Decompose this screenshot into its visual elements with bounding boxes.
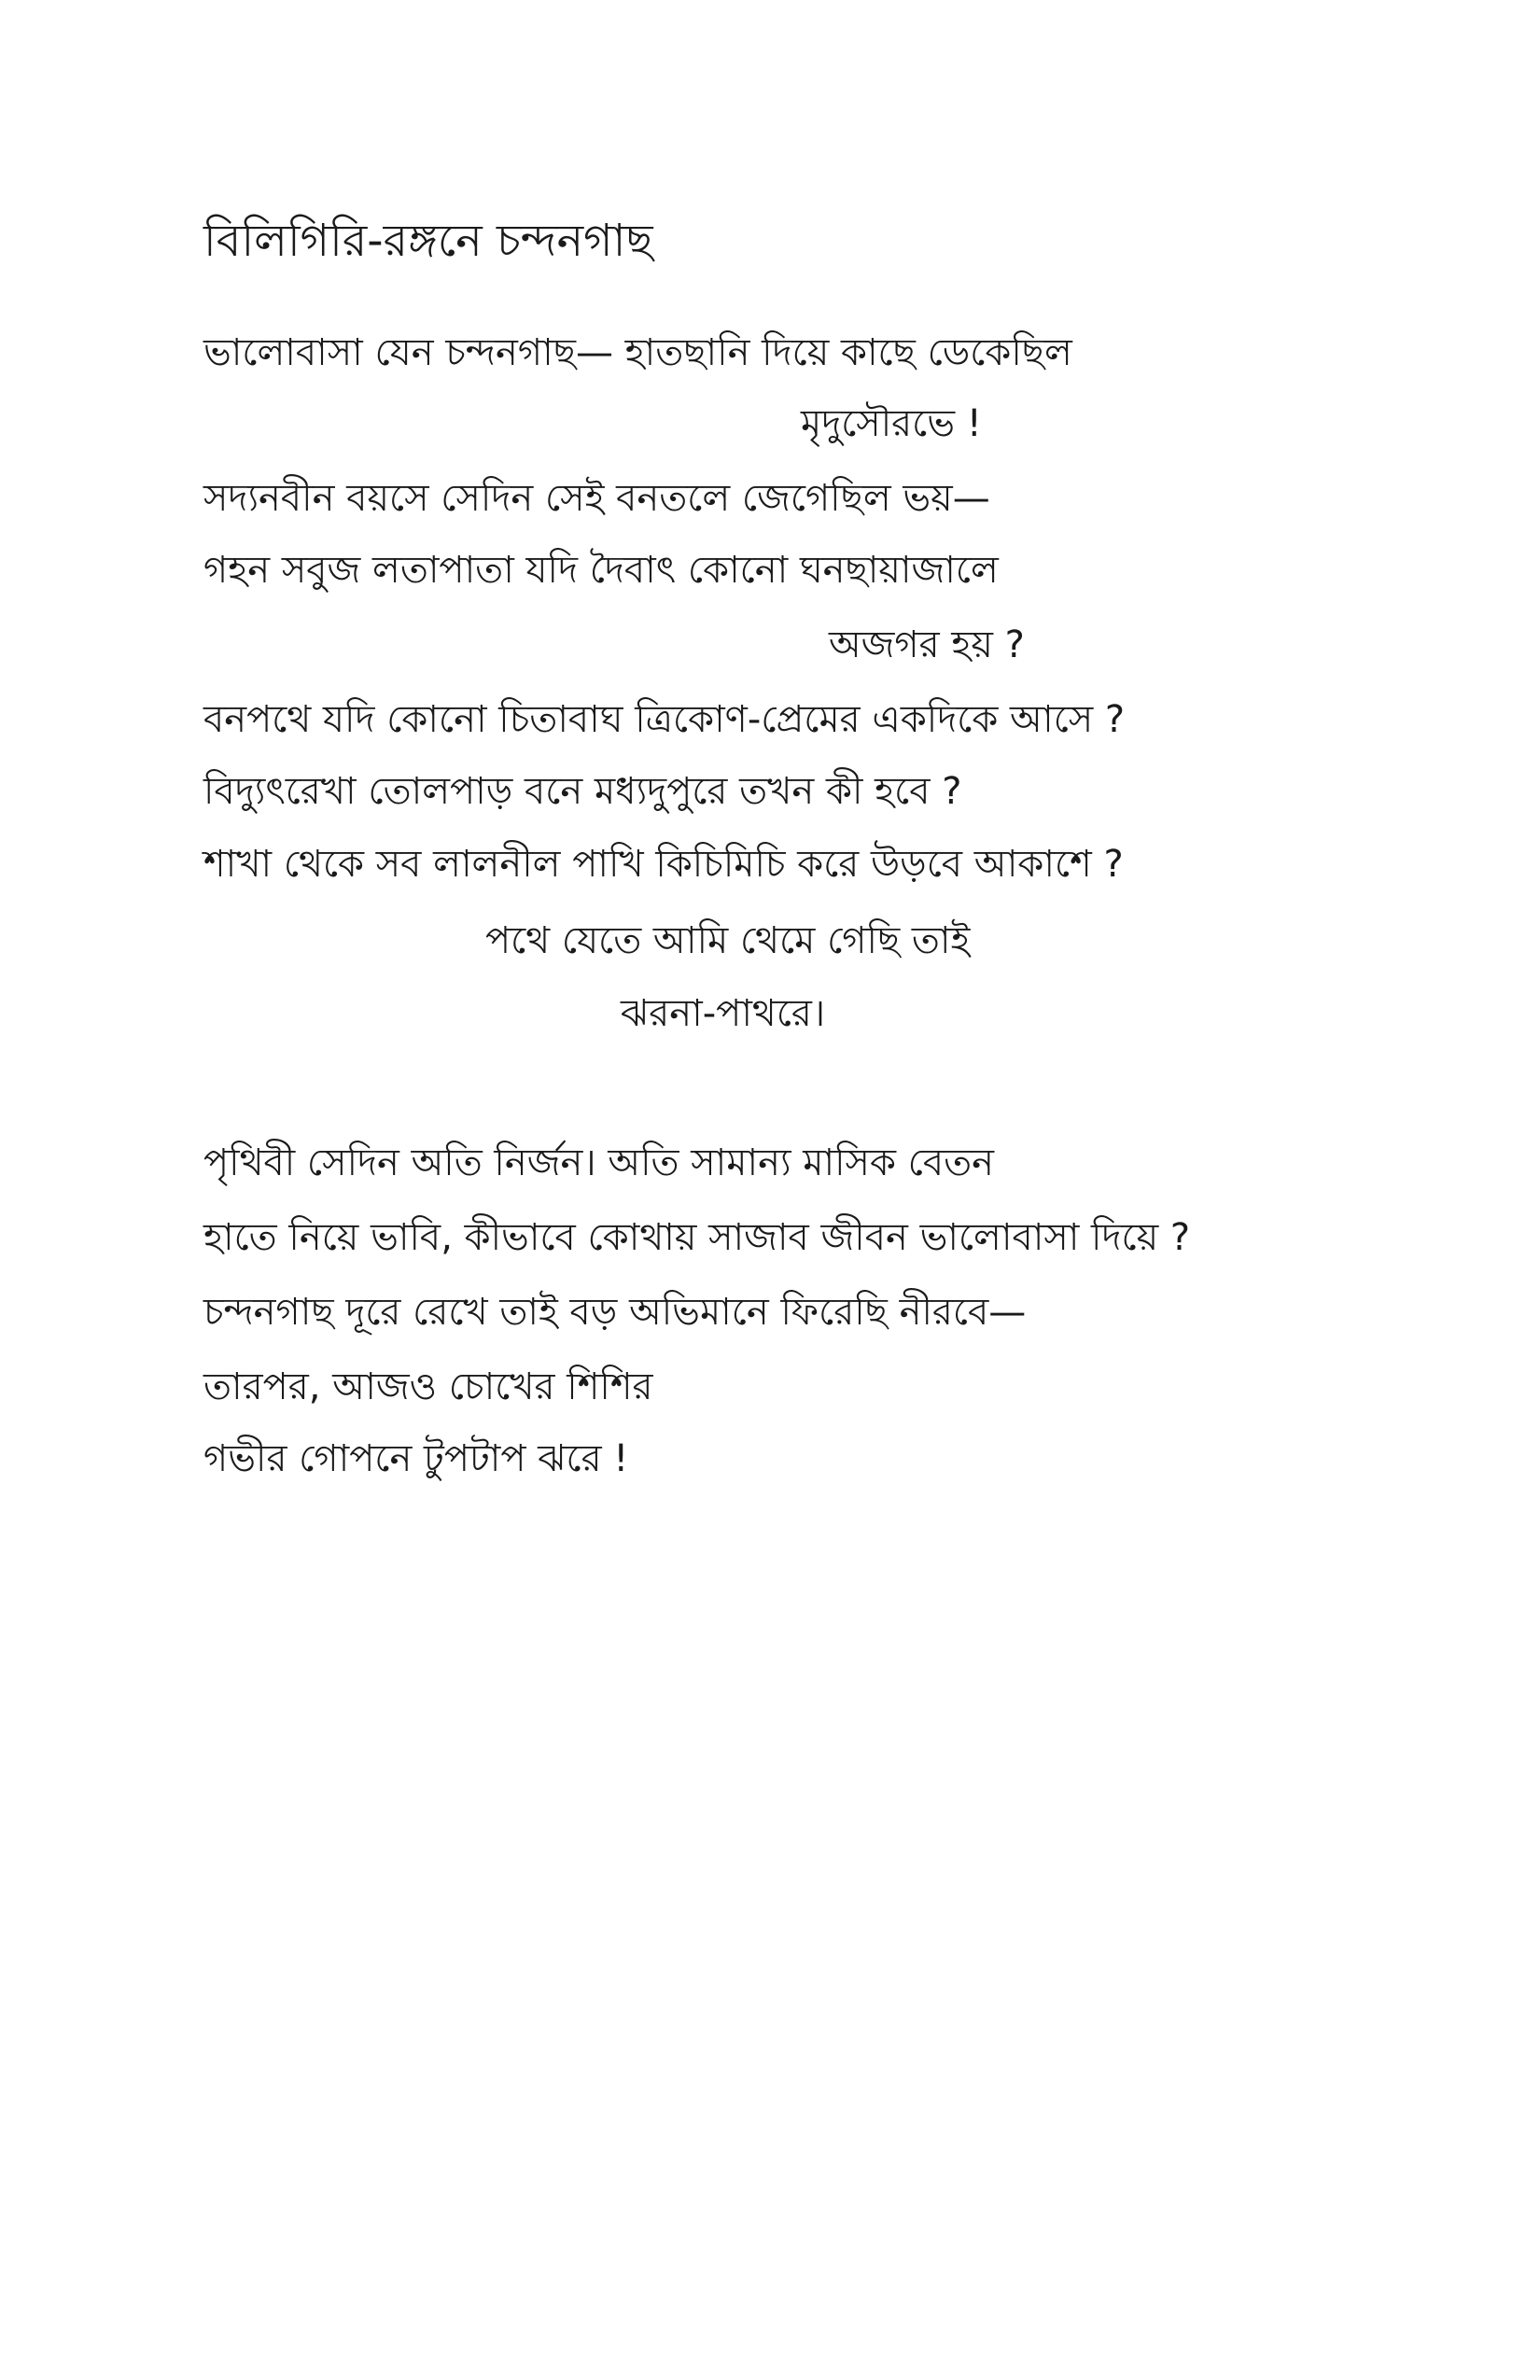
poem-line: ভালোবাসা যেন চন্দনগাছ— হাতছানি দিয়ে কাছে ডেকেছিল xyxy=(203,331,1072,374)
poem-line: তারপর, আজও চোখের শিশির xyxy=(203,1365,653,1408)
poem-line: গহন সবুজ লতাপাতা যদি দৈবাৎ কোনো ঘনছায়াজালে xyxy=(203,549,999,592)
poem-line: মৃদুসৌরভে ! xyxy=(801,402,982,445)
poem-line: বিদ্যুৎরেখা তোলপাড় বনে মধ্যদুপুরে তখন কী হবে ? xyxy=(203,770,962,813)
poem-title: বিলিগিরি-রঙ্গনে চন্দনগাছ xyxy=(203,215,653,267)
poem-line: শাখা থেকে সব লালনীল পাখি কিচিমিচি করে উড়বে আকাশে ? xyxy=(203,843,1124,886)
poem-line: হাতে নিয়ে ভাবি, কীভাবে কোথায় সাজাব জীবন ভালোবাসা দিয়ে ? xyxy=(203,1216,1191,1259)
poem-line: বনপথে যদি কোনো চিতাবাঘ ত্রিকোণ-প্রেমের একদিকে আসে ? xyxy=(203,698,1126,741)
poem-line: সদ্যনবীন বয়সে সেদিন সেই বনতলে জেগেছিল ভয়— xyxy=(203,477,990,520)
poem-line: চন্দনগাছ দূরে রেখে তাই বড় অভিমানে ফিরেছি নীরবে— xyxy=(203,1291,1027,1334)
poem-line: অজগর হয় ? xyxy=(829,623,1025,666)
poem-line: ঝরনা-পাথরে। xyxy=(621,992,826,1035)
poem-line: গভীর গোপনে টুপটাপ ঝরে ! xyxy=(203,1437,629,1480)
poem-line: পথে যেতে আমি থেমে গেছি তাই xyxy=(485,919,971,962)
poem-line: পৃথিবী সেদিন অতি নির্জন। অতি সামান্য মাসিক বেতন xyxy=(203,1141,995,1184)
